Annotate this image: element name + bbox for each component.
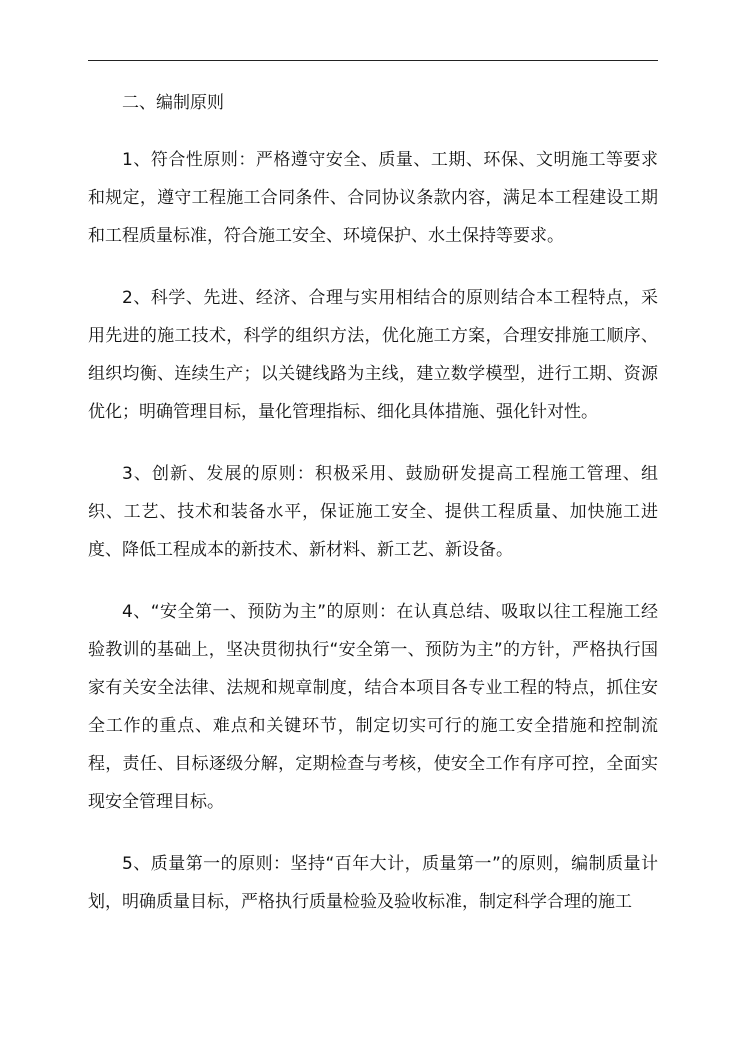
paragraph-scientific-principle: 2、科学、先进、经济、合理与实用相结合的原则结合本工程特点，采用先进的施工技术，科学的组织方法，优化施工方案，合理安排施工顺序、组织均衡、连续生产；以关键线路为主线，建立数学模型，进行工期、资源优化；明确管理目标，量化管理指标、细化具体措施、强化针对性。 [88, 288, 658, 422]
document-body [88, 84, 658, 921]
paragraph-compliance-principle: 1、符合性原则：严格遵守安全、质量、工期、环保、文明施工等要求和规定，遵守工程施工合同条件、合同协议条款内容，满足本工程建设工期和工程质量标准，符合施工安全、环境保护、水土保持等要求。 [88, 150, 658, 246]
paragraph-safety-principle: 4、“安全第一、预防为主”的原则：在认真总结、吸取以往工程施工经验教训的基础上，坚决贯彻执行“安全第一、预防为主”的方针，严格执行国家有关安全法律、法规和规章制度，结合本项目各专业工程的特点，抓住安全工作的重点、难点和关键环节，制定切实可行的施工安全措施和控制流程，责任、目标逐级分解，定期检查与考核，使安全工作有序可控，全面实现安全管理目标。 [88, 602, 658, 812]
header-rule [88, 60, 658, 61]
section-heading: 二、编制原则 [122, 93, 224, 113]
paragraph-innovation-principle: 3、创新、发展的原则：积极采用、鼓励研发提高工程施工管理、组织、工艺、技术和装备水平，保证施工安全、提供工程质量、加快施工进度、降低工程成本的新技术、新材料、新工艺、新设备。 [88, 464, 658, 560]
paragraph-quality-principle: 5、质量第一的原则：坚持“百年大计，质量第一”的原则，编制质量计划，明确质量目标，严格执行质量检验及验收标准，制定科学合理的施工 [88, 854, 658, 912]
